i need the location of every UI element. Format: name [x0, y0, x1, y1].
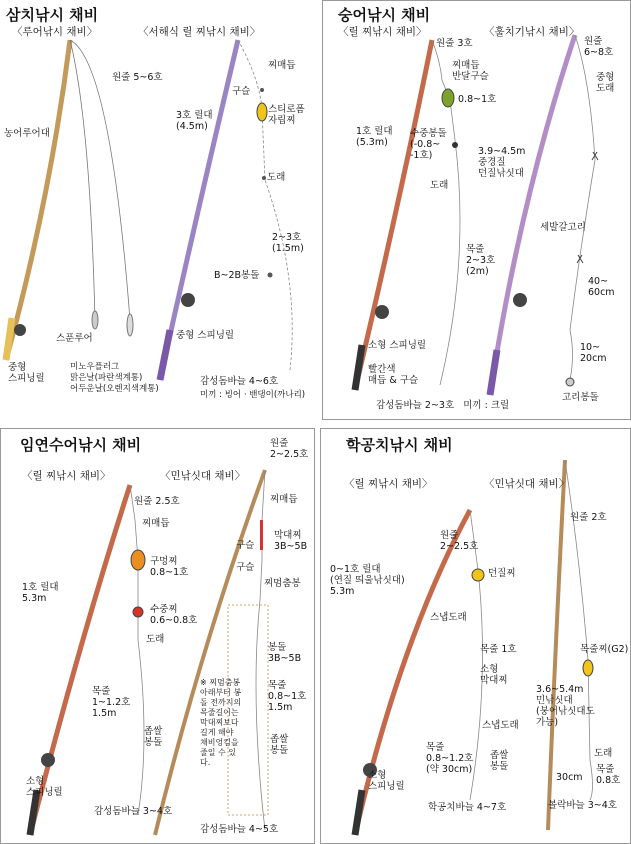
label-rod2: 3호 릴대 (4.5m)	[176, 110, 213, 132]
cast-float	[472, 569, 484, 581]
leader-float	[583, 660, 593, 676]
label-bead-sinker-4: 좁쌀 봉돌	[490, 750, 509, 772]
label-rod-4: 0~1호 릴대 (연질 띄울낚싯대) 5.3m	[330, 564, 405, 597]
label-swivel-4: 스냅도래	[430, 612, 467, 623]
label-hook: 감성돔바늘 4~6호	[200, 376, 279, 387]
label-len-4: 30cm	[556, 772, 583, 783]
label-reel2: 중형 스피닝릴	[176, 330, 235, 341]
title-hakgongchi: 학공치낚시 채비	[346, 436, 453, 454]
label-hook-3: 감성돔바늘 3~4호	[94, 806, 173, 817]
label-len1: 40~ 60cm	[588, 276, 615, 298]
label-swivel: 도래	[267, 172, 286, 183]
sub-float-rig: 〈서해식 릴 찌낚시 채비〉	[138, 26, 261, 38]
label-swivel2: 중형 도래	[596, 72, 615, 94]
label-rod-2: 1호 릴대 (5.3m)	[356, 126, 393, 148]
sungeo-rod	[355, 40, 432, 390]
sub-imyeonsu-pole: 〈민낚싯대 채비〉	[160, 470, 246, 482]
label-float-stop: 찌매듭	[268, 60, 296, 71]
label-wonjul-3: 원줄 2.5호	[134, 496, 180, 507]
label-hook2-4: 볼락바늘 3~4호	[548, 800, 617, 811]
styro-float	[257, 103, 267, 121]
label-gang: 세발갈고리	[540, 222, 586, 233]
label-wonjul2-3: 원줄 2~2.5호	[270, 438, 309, 460]
label-spoon: 스푼루어	[56, 333, 93, 344]
label-bait: 미끼 : 빙어 · 밴댕이(까나리)	[200, 390, 306, 400]
label-reel: 중형 스피닝릴	[8, 362, 45, 384]
label-wonjul2-4: 원줄 2호	[570, 512, 607, 523]
label-knot2: 찌매듭	[270, 494, 298, 505]
label-swivel-2: 도래	[430, 180, 449, 191]
minnow-lure	[127, 314, 133, 336]
label-wonjul2: 원줄 6~8호	[584, 36, 614, 58]
label-rod: 농어루어대	[4, 128, 50, 139]
label-bead2: 구슬	[236, 540, 255, 551]
label-stick-float: 막대찌 3B~5B	[274, 530, 308, 552]
label-reel-4: 소형 스피닝릴	[368, 770, 405, 792]
label-leader-4: 목줄 1호	[480, 644, 517, 655]
sub-hakgongchi-pole: 〈민낚싯대 채비〉	[484, 478, 570, 490]
label-styro: 스티로폼 자립찌	[268, 104, 305, 126]
label-rod-3: 1호 릴대 5.3m	[22, 582, 59, 604]
sub-sungeo-float: 〈릴 찌낚시 채비〉	[338, 26, 427, 38]
label-snap2: 스냅도래	[482, 720, 519, 731]
label-rod2-2: 3.9~4.5m 중경질 던질낚싯대	[478, 146, 526, 179]
label-float-4: 던질찌	[488, 568, 516, 579]
lure-rod	[6, 40, 70, 360]
title-samchi: 삼치낚시 채비	[6, 6, 99, 24]
label-leader: 2~3호 (1.5m)	[272, 232, 304, 254]
label-stopper: 찌멈춤봉	[264, 578, 301, 589]
stick-float	[260, 520, 263, 550]
label-float2-4: 목줄찌(G2)	[580, 644, 629, 655]
sub-float	[133, 607, 143, 617]
label-minnow: 미노우플러그 맑은날(파란색계통) 어두운날(오렌지색계통)	[70, 362, 159, 394]
pole-rod-1	[155, 470, 265, 835]
label-float-size: 0.8~1호	[458, 94, 497, 105]
reel-4	[513, 293, 527, 307]
sub-snag: 〈훌치기낚시 채비〉	[484, 26, 580, 38]
label-wonjul-2: 원줄 3호	[436, 38, 473, 49]
label-knot: 빨간색 매듭 & 구슬	[368, 364, 419, 386]
label-sinker2-3: 봉돌 3B~5B	[268, 642, 302, 664]
label-bead-sinker2: 좁쌀 봉돌	[270, 734, 289, 756]
snag-rod	[490, 35, 575, 395]
reel-1	[14, 324, 26, 336]
label-rod2-4: 3.6~5.4m 민낚싯대 (붕어낚싯대도 가능)	[536, 684, 595, 728]
label-leader-3: 목줄 1~1.2호 1.5m	[92, 686, 131, 719]
spoon-lure	[92, 311, 98, 329]
label-swivel-3: 도래	[146, 634, 165, 645]
reel-3	[375, 305, 389, 319]
reel-2	[181, 293, 195, 307]
label-leader2-3: 목줄 0.8~1호 1.5m	[268, 680, 307, 713]
label-len2: 10~ 20cm	[580, 342, 607, 364]
reel-5	[41, 753, 55, 767]
title-imyeonsu: 임연수어낚시 채비	[20, 436, 142, 454]
label-note: ※ 찌멈춤봉 아래부터 봉 돌 전까지의 목줄길이는 막대찌보다 길게 해야 채비엉킴을 줄일 수 있 다.	[200, 678, 242, 767]
sungeo-float	[442, 89, 454, 107]
label-stick: 소형 막대찌	[480, 664, 508, 686]
sub-imyeonsu-float: 〈릴 찌낚시 채비〉	[22, 470, 111, 482]
label-leader-2: 목줄 2~3호 (2m)	[466, 244, 496, 277]
sub-lure: 〈루어낚시 채비〉	[12, 26, 98, 38]
sub-hakgongchi-float: 〈릴 찌낚시 채비〉	[344, 478, 433, 490]
label-float-3: 구멍찌 0.8~1호	[150, 556, 189, 578]
label-hook-4: 학공치바늘 4~7호	[428, 802, 507, 813]
label-sub-float-3: 수중찌 0.6~0.8호	[150, 604, 198, 626]
label-sinker2: 고리봉돌	[562, 392, 599, 403]
float-rod-1	[160, 40, 238, 380]
label-bead-sinker: 좁쌀 봉돌	[144, 726, 163, 748]
title-sungeo: 숭어낚시 채비	[338, 6, 431, 24]
label-leader2-4: 목줄 0.8~1.2호 (약 30cm)	[426, 742, 474, 775]
label-sub-float: 수중봉돌 (-0.8~ -1호)	[410, 128, 447, 161]
label-bead3: 구슬	[236, 562, 255, 573]
label-wonjul: 원줄 5~6호	[112, 72, 163, 83]
label-float-2: 찌매듭 반달구슬	[452, 60, 489, 82]
label-bead: 구슬	[232, 86, 251, 97]
label-swivel2-4: 도래	[594, 748, 613, 759]
label-hook2-3: 감성돔바늘 4~5호	[200, 824, 279, 835]
label-sinker: B~2B봉돌	[214, 270, 260, 281]
sinker-ring	[566, 378, 574, 386]
label-wonjul-4: 원줄 2~2.5호	[440, 530, 479, 552]
label-reel-2: 소형 스피닝릴	[368, 340, 427, 351]
label-reel-3: 소형 스피닝릴	[26, 776, 63, 798]
label-hook-2: 감성돔바늘 2~3호 미끼 : 크릴	[376, 400, 510, 411]
label-leader3-4: 목줄 0.8호	[596, 764, 621, 786]
label-knot-3: 찌매듭	[142, 518, 170, 529]
hole-float	[131, 550, 145, 570]
